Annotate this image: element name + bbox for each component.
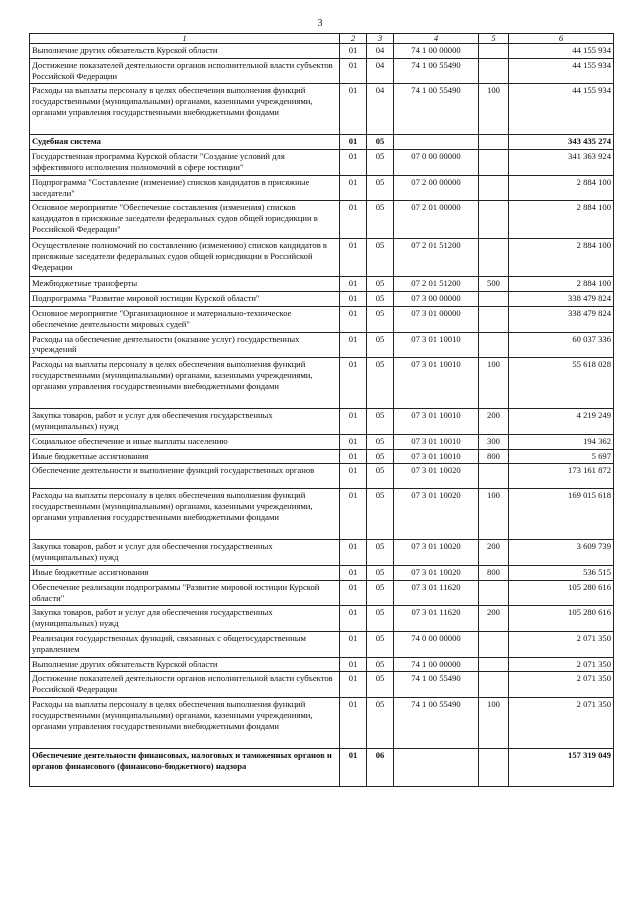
row-target-article: 07 3 01 10020 (394, 565, 479, 580)
row-subsection: 05 (367, 150, 394, 176)
row-name: Межбюджетные трансферты (30, 277, 340, 292)
table-row (30, 697, 614, 748)
page-number: 3 (317, 18, 323, 29)
row-expense-type: 800 (479, 565, 509, 580)
table-row (30, 434, 614, 449)
row-amount: 2 884 100 (509, 239, 614, 277)
table-row (30, 239, 614, 277)
row-section: 01 (340, 489, 367, 540)
row-section: 01 (340, 239, 367, 277)
row-expense-type (479, 332, 509, 358)
table-row (30, 332, 614, 358)
row-name: Основное мероприятие "Обеспечение составления (изменения) списков кандидатов в присяжные заседатели федеральных судов общей юрисдикции в Российской Федерации" (30, 201, 340, 239)
row-name: Расходы на выплаты персоналу в целях обеспечения выполнения функций государственными (муниципальными) органами, казенными учреждениями, органами управления государственными внебюджетными фондами (30, 358, 340, 409)
row-expense-type: 100 (479, 84, 509, 135)
row-target-article: 07 3 01 10010 (394, 434, 479, 449)
row-amount: 536 515 (509, 565, 614, 580)
row-section: 01 (340, 565, 367, 580)
row-expense-type (479, 292, 509, 307)
row-subsection: 05 (367, 657, 394, 672)
row-name: Осуществление полномочий по составлению (изменению) списков кандидатов в присяжные заседатели федеральных судов общей юрисдикции в Российской Федерации (30, 239, 340, 277)
row-subsection: 05 (367, 201, 394, 239)
row-expense-type: 100 (479, 489, 509, 540)
row-target-article: 07 2 01 00000 (394, 201, 479, 239)
row-expense-type (479, 175, 509, 201)
row-expense-type: 800 (479, 449, 509, 464)
row-section: 01 (340, 135, 367, 150)
row-name: Расходы на выплаты персоналу в целях обеспечения выполнения функций государственными (муниципальными) органами, казенными учреждениями, органами управления государственными внебюджетными фондами (30, 84, 340, 135)
row-name: Судебная система (30, 135, 340, 150)
row-expense-type (479, 580, 509, 606)
row-expense-type: 100 (479, 358, 509, 409)
row-name: Расходы на обеспечение деятельности (оказание услуг) государственных учреждений (30, 332, 340, 358)
row-section: 01 (340, 150, 367, 176)
row-subsection: 05 (367, 697, 394, 748)
table-row (30, 277, 614, 292)
row-target-article: 74 0 00 00000 (394, 631, 479, 657)
table-row (30, 201, 614, 239)
row-amount: 169 015 618 (509, 489, 614, 540)
table-row (30, 44, 614, 59)
row-target-article: 07 3 01 00000 (394, 306, 479, 332)
row-subsection: 04 (367, 58, 394, 84)
row-section: 01 (340, 58, 367, 84)
row-section: 01 (340, 697, 367, 748)
row-section: 01 (340, 84, 367, 135)
row-amount: 44 155 934 (509, 84, 614, 135)
table-row (30, 306, 614, 332)
table-row (30, 748, 614, 786)
row-amount: 2 884 100 (509, 277, 614, 292)
row-subsection: 04 (367, 44, 394, 59)
row-target-article: 74 1 00 55490 (394, 58, 479, 84)
row-name: Выполнение других обязательств Курской области (30, 44, 340, 59)
row-target-article: 74 1 00 00000 (394, 657, 479, 672)
row-amount: 341 363 924 (509, 150, 614, 176)
table-row (30, 464, 614, 489)
table-row (30, 175, 614, 201)
row-section: 01 (340, 672, 367, 698)
row-subsection: 05 (367, 489, 394, 540)
row-subsection: 05 (367, 277, 394, 292)
row-name: Подпрограмма "Составление (изменение) списков кандидатов в присяжные заседатели" (30, 175, 340, 201)
row-name: Государственная программа Курской области "Создание условий для эффективного исполнения полномочий в сфере юстиции" (30, 150, 340, 176)
row-expense-type (479, 464, 509, 489)
row-subsection: 05 (367, 565, 394, 580)
row-expense-type (479, 150, 509, 176)
row-name: Иные бюджетные ассигнования (30, 449, 340, 464)
row-amount: 343 435 274 (509, 135, 614, 150)
column-number-row (30, 34, 614, 44)
row-subsection: 05 (367, 306, 394, 332)
row-section: 01 (340, 358, 367, 409)
row-expense-type: 500 (479, 277, 509, 292)
row-name: Обеспечение реализации подпрограммы "Развитие мировой юстиции Курской области" (30, 580, 340, 606)
column-header-expense-type: 5 (479, 34, 509, 44)
row-subsection: 05 (367, 606, 394, 632)
row-target-article: 07 3 00 00000 (394, 292, 479, 307)
row-section: 01 (340, 748, 367, 786)
row-amount: 105 280 616 (509, 580, 614, 606)
row-expense-type (479, 135, 509, 150)
row-expense-type: 200 (479, 606, 509, 632)
row-target-article: 07 3 01 11620 (394, 606, 479, 632)
row-amount: 5 697 (509, 449, 614, 464)
row-name: Достижение показателей деятельности органов исполнительной власти субъектов Российской Федерации (30, 58, 340, 84)
row-name: Иные бюджетные ассигнования (30, 565, 340, 580)
row-amount: 60 037 336 (509, 332, 614, 358)
row-name: Достижение показателей деятельности органов исполнительной власти субъектов Российской Федерации (30, 672, 340, 698)
row-name: Закупка товаров, работ и услуг для обеспечения государственных (муниципальных) нужд (30, 540, 340, 566)
row-amount: 55 618 028 (509, 358, 614, 409)
row-section: 01 (340, 606, 367, 632)
row-subsection: 05 (367, 358, 394, 409)
column-header-amount: 6 (509, 34, 614, 44)
row-subsection: 05 (367, 449, 394, 464)
row-section: 01 (340, 175, 367, 201)
table-row (30, 489, 614, 540)
table-row (30, 449, 614, 464)
row-expense-type (479, 58, 509, 84)
row-subsection: 05 (367, 540, 394, 566)
row-amount: 157 319 049 (509, 748, 614, 786)
row-amount: 2 071 350 (509, 657, 614, 672)
row-expense-type (479, 748, 509, 786)
row-target-article: 07 3 01 10010 (394, 332, 479, 358)
table-row (30, 657, 614, 672)
column-header-section: 2 (340, 34, 367, 44)
row-target-article: 07 2 00 00000 (394, 175, 479, 201)
row-amount: 2 071 350 (509, 631, 614, 657)
row-subsection: 05 (367, 464, 394, 489)
table-row (30, 672, 614, 698)
row-target-article: 07 2 01 51200 (394, 277, 479, 292)
row-subsection: 05 (367, 135, 394, 150)
table-row (30, 580, 614, 606)
row-target-article: 07 3 01 11620 (394, 580, 479, 606)
table-row (30, 631, 614, 657)
row-amount: 2 884 100 (509, 175, 614, 201)
row-target-article: 07 0 00 00000 (394, 150, 479, 176)
row-target-article: 07 3 01 10020 (394, 489, 479, 540)
table-row (30, 358, 614, 409)
column-header-subsection: 3 (367, 34, 394, 44)
row-name: Социальное обеспечение и иные выплаты населению (30, 434, 340, 449)
row-section: 01 (340, 540, 367, 566)
row-section: 01 (340, 44, 367, 59)
row-name: Основное мероприятие "Организационное и материально-техническое обеспечение деятельности мировых судей" (30, 306, 340, 332)
row-expense-type: 200 (479, 540, 509, 566)
row-expense-type (479, 44, 509, 59)
table-row (30, 606, 614, 632)
row-name: Закупка товаров, работ и услуг для обеспечения государственных (муниципальных) нужд (30, 409, 340, 435)
row-section: 01 (340, 580, 367, 606)
row-target-article: 07 3 01 10020 (394, 540, 479, 566)
row-section: 01 (340, 657, 367, 672)
row-expense-type: 100 (479, 697, 509, 748)
row-target-article: 07 2 01 51200 (394, 239, 479, 277)
row-section: 01 (340, 631, 367, 657)
row-subsection: 05 (367, 332, 394, 358)
row-target-article: 74 1 00 55490 (394, 672, 479, 698)
table-row (30, 135, 614, 150)
row-amount: 3 609 739 (509, 540, 614, 566)
row-expense-type (479, 239, 509, 277)
row-target-article: 07 3 01 10020 (394, 464, 479, 489)
table-row (30, 58, 614, 84)
row-name: Выполнение других обязательств Курской области (30, 657, 340, 672)
row-section: 01 (340, 434, 367, 449)
row-name: Расходы на выплаты персоналу в целях обеспечения выполнения функций государственными (муниципальными) органами, казенными учреждениями, органами управления государственными внебюджетными фондами (30, 489, 340, 540)
row-expense-type (479, 672, 509, 698)
row-name: Обеспечение деятельности финансовых, налоговых и таможенных органов и органов финансового (финансово-бюджетного) надзора (30, 748, 340, 786)
row-target-article: 74 1 00 55490 (394, 84, 479, 135)
table-row (30, 409, 614, 435)
row-section: 01 (340, 306, 367, 332)
row-target-article: 07 3 01 10010 (394, 449, 479, 464)
row-expense-type (479, 657, 509, 672)
row-subsection: 05 (367, 631, 394, 657)
row-amount: 44 155 934 (509, 58, 614, 84)
row-subsection: 05 (367, 580, 394, 606)
row-amount: 105 280 616 (509, 606, 614, 632)
row-amount: 338 479 824 (509, 306, 614, 332)
row-amount: 194 362 (509, 434, 614, 449)
table-row (30, 150, 614, 176)
row-section: 01 (340, 464, 367, 489)
row-subsection: 05 (367, 175, 394, 201)
row-section: 01 (340, 292, 367, 307)
row-amount: 2 071 350 (509, 672, 614, 698)
table-row (30, 292, 614, 307)
row-subsection: 04 (367, 84, 394, 135)
row-name: Реализация государственных функций, связанных с общегосударственным управлением (30, 631, 340, 657)
row-target-article: 74 1 00 00000 (394, 44, 479, 59)
row-name: Расходы на выплаты персоналу в целях обеспечения выполнения функций государственными (муниципальными) органами, казенными учреждениями, органами управления государственными внебюджетными фондами (30, 697, 340, 748)
row-section: 01 (340, 409, 367, 435)
table-row (30, 565, 614, 580)
row-subsection: 05 (367, 672, 394, 698)
row-amount: 4 219 249 (509, 409, 614, 435)
row-expense-type (479, 306, 509, 332)
row-expense-type (479, 631, 509, 657)
row-name: Обеспечение деятельности и выполнение функций государственных органов (30, 464, 340, 489)
row-subsection: 06 (367, 748, 394, 786)
row-target-article (394, 748, 479, 786)
row-section: 01 (340, 277, 367, 292)
row-amount: 173 161 872 (509, 464, 614, 489)
row-section: 01 (340, 332, 367, 358)
table-row (30, 540, 614, 566)
row-amount: 2 884 100 (509, 201, 614, 239)
row-subsection: 05 (367, 239, 394, 277)
row-section: 01 (340, 201, 367, 239)
table-body (30, 44, 614, 787)
row-section: 01 (340, 449, 367, 464)
row-amount: 2 071 350 (509, 697, 614, 748)
budget-table (29, 33, 614, 787)
table-row (30, 84, 614, 135)
row-subsection: 05 (367, 434, 394, 449)
row-name: Подпрограмма "Развитие мировой юстиции Курской области" (30, 292, 340, 307)
row-target-article: 07 3 01 10010 (394, 358, 479, 409)
row-expense-type (479, 201, 509, 239)
row-expense-type: 200 (479, 409, 509, 435)
row-amount: 338 479 824 (509, 292, 614, 307)
row-subsection: 05 (367, 292, 394, 307)
row-expense-type: 300 (479, 434, 509, 449)
column-header-name: 1 (30, 34, 340, 44)
row-target-article: 74 1 00 55490 (394, 697, 479, 748)
row-subsection: 05 (367, 409, 394, 435)
row-target-article: 07 3 01 10010 (394, 409, 479, 435)
row-target-article (394, 135, 479, 150)
column-header-target-article: 4 (394, 34, 479, 44)
row-name: Закупка товаров, работ и услуг для обеспечения государственных (муниципальных) нужд (30, 606, 340, 632)
row-amount: 44 155 934 (509, 44, 614, 59)
